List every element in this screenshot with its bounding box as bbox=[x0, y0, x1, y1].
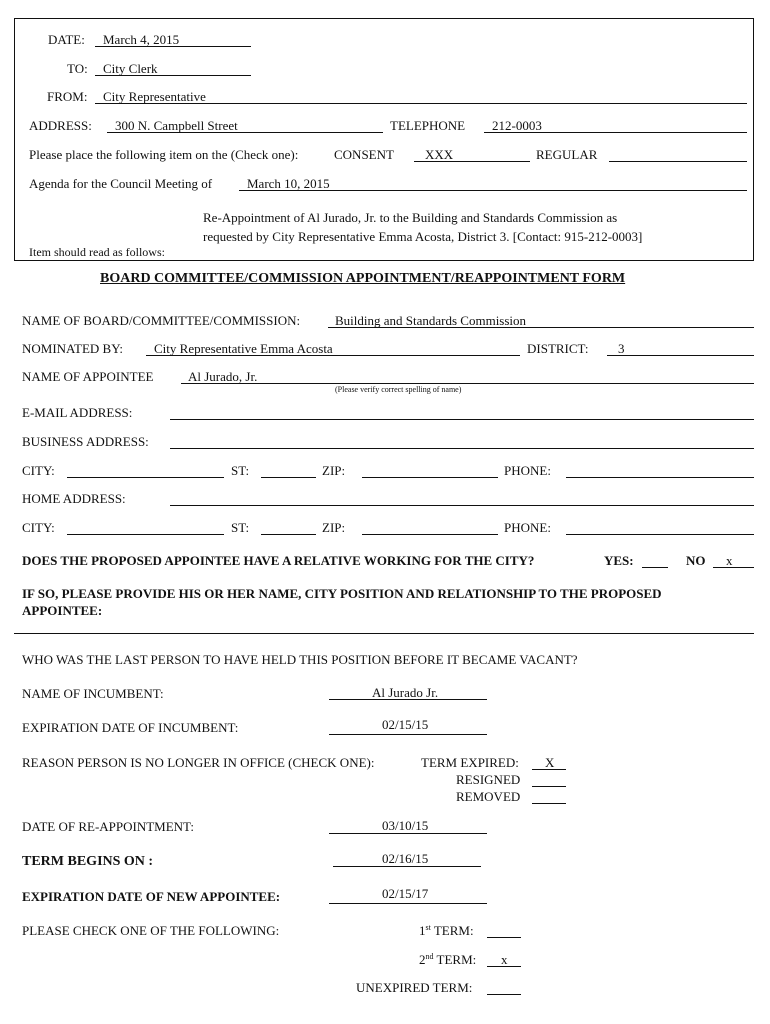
incumbent-exp-field[interactable] bbox=[329, 734, 487, 735]
second-term-number: 2 bbox=[419, 952, 426, 967]
home-phone-field[interactable] bbox=[566, 534, 754, 535]
check-one-label: PLEASE CHECK ONE OF THE FOLLOWING: bbox=[22, 923, 280, 938]
new-exp-field[interactable] bbox=[329, 903, 487, 904]
second-term-value: x bbox=[501, 952, 508, 967]
unexpired-label: UNEXPIRED TERM: bbox=[356, 980, 473, 995]
resigned-field[interactable] bbox=[532, 786, 566, 787]
email-label: E-MAIL ADDRESS: bbox=[22, 405, 133, 420]
appointee-value: Al Jurado, Jr. bbox=[188, 369, 258, 384]
first-term-label bbox=[419, 923, 474, 938]
resigned-label: RESIGNED bbox=[456, 772, 521, 787]
removed-label: REMOVED bbox=[456, 789, 521, 804]
first-term-number: 1 bbox=[419, 923, 426, 938]
home-address-label: HOME ADDRESS: bbox=[22, 491, 126, 506]
home-address-field[interactable] bbox=[170, 505, 754, 506]
term-begins-field[interactable] bbox=[333, 866, 481, 867]
if-so-line2: APPOINTEE: bbox=[22, 603, 103, 618]
first-term-text: TERM: bbox=[430, 923, 474, 938]
business-st-label: ST: bbox=[231, 463, 250, 478]
term-begins-label: TERM BEGINS ON : bbox=[22, 854, 154, 869]
new-exp-label: EXPIRATION DATE OF NEW APPOINTEE: bbox=[22, 889, 281, 904]
no-label: NO bbox=[686, 553, 706, 568]
item-label: Item should read as follows: bbox=[29, 245, 165, 259]
business-st-field[interactable] bbox=[261, 477, 316, 478]
yes-label: YES: bbox=[604, 553, 634, 568]
telephone-value: 212-0003 bbox=[492, 118, 542, 133]
home-city-label: CITY: bbox=[22, 520, 55, 535]
to-label: TO: bbox=[67, 61, 88, 76]
business-phone-field[interactable] bbox=[566, 477, 754, 478]
home-st-label: ST: bbox=[231, 520, 250, 535]
business-city-field[interactable] bbox=[67, 477, 224, 478]
regular-label: REGULAR bbox=[536, 147, 598, 162]
incumbent-value: Al Jurado Jr. bbox=[372, 685, 439, 700]
appointee-label: NAME OF APPOINTEE bbox=[22, 369, 154, 384]
item-text-line2: requested by City Representative Emma Acosta, District 3. [Contact: 915-212-0003] bbox=[203, 229, 643, 244]
board-value: Building and Standards Commission bbox=[335, 313, 527, 328]
telephone-label: TELEPHONE bbox=[390, 118, 466, 133]
term-expired-value: X bbox=[545, 755, 555, 770]
second-term-ordinal: nd bbox=[425, 952, 434, 961]
new-exp-value: 02/15/17 bbox=[382, 886, 429, 901]
business-phone-label: PHONE: bbox=[504, 463, 551, 478]
business-city-label: CITY: bbox=[22, 463, 55, 478]
relative-question: DOES THE PROPOSED APPOINTEE HAVE A RELATIVE WORKING FOR THE CITY? bbox=[22, 553, 535, 568]
unexpired-field[interactable] bbox=[487, 994, 521, 995]
district-field[interactable] bbox=[607, 355, 754, 356]
yes-field[interactable] bbox=[642, 567, 668, 568]
appointee-note: (Please verify correct spelling of name) bbox=[335, 385, 462, 394]
first-term-field[interactable] bbox=[487, 937, 521, 938]
home-city-field[interactable] bbox=[67, 534, 224, 535]
agenda-label: Agenda for the Council Meeting of bbox=[29, 176, 213, 191]
business-address-label: BUSINESS ADDRESS: bbox=[22, 434, 149, 449]
address-value: 300 N. Campbell Street bbox=[115, 118, 238, 133]
home-st-field[interactable] bbox=[261, 534, 316, 535]
check-prompt: Please place the following item on the (Check one): bbox=[29, 147, 299, 162]
consent-value: XXX bbox=[425, 147, 454, 162]
term-begins-value: 02/16/15 bbox=[382, 851, 429, 866]
term-expired-label: TERM EXPIRED: bbox=[421, 755, 519, 770]
board-label: NAME OF BOARD/COMMITTEE/COMMISSION: bbox=[22, 313, 301, 328]
from-value: City Representative bbox=[103, 89, 206, 104]
removed-field[interactable] bbox=[532, 803, 566, 804]
home-zip-label: ZIP: bbox=[322, 520, 346, 535]
form-title: BOARD COMMITTEE/COMMISSION APPOINTMENT/REAPPOINTMENT FORM bbox=[100, 271, 626, 286]
to-value: City Clerk bbox=[103, 61, 158, 76]
nominated-value: City Representative Emma Acosta bbox=[154, 341, 333, 356]
last-person-question: WHO WAS THE LAST PERSON TO HAVE HELD THIS POSITION BEFORE IT BECAME VACANT? bbox=[22, 652, 578, 667]
consent-label: CONSENT bbox=[334, 147, 394, 162]
incumbent-exp-label: EXPIRATION DATE OF INCUMBENT: bbox=[22, 720, 239, 735]
reason-label: REASON PERSON IS NO LONGER IN OFFICE (CHECK ONE): bbox=[22, 755, 375, 770]
reappointment-label: DATE OF RE-APPOINTMENT: bbox=[22, 819, 194, 834]
second-term-label bbox=[419, 952, 476, 967]
no-value: x bbox=[726, 553, 733, 568]
date-value: March 4, 2015 bbox=[103, 32, 180, 47]
home-phone-label: PHONE: bbox=[504, 520, 551, 535]
if-so-line1: IF SO, PLEASE PROVIDE HIS OR HER NAME, CITY POSITION AND RELATIONSHIP TO THE PROPOSED bbox=[22, 586, 662, 601]
agenda-value: March 10, 2015 bbox=[247, 176, 330, 191]
from-label: FROM: bbox=[47, 89, 88, 104]
no-field[interactable] bbox=[713, 567, 754, 568]
regular-field[interactable] bbox=[609, 161, 747, 162]
reappointment-value: 03/10/15 bbox=[382, 818, 429, 833]
business-address-field[interactable] bbox=[170, 448, 754, 449]
first-term-ordinal: st bbox=[425, 923, 431, 932]
business-zip-field[interactable] bbox=[362, 477, 498, 478]
second-term-text: TERM: bbox=[433, 952, 477, 967]
nominated-label: NOMINATED BY: bbox=[22, 341, 123, 356]
relative-details-field[interactable] bbox=[14, 633, 754, 634]
incumbent-exp-value: 02/15/15 bbox=[382, 717, 429, 732]
reappointment-field[interactable] bbox=[329, 833, 487, 834]
email-field[interactable] bbox=[170, 419, 754, 420]
business-zip-label: ZIP: bbox=[322, 463, 346, 478]
district-label: DISTRICT: bbox=[527, 341, 589, 356]
address-label: ADDRESS: bbox=[29, 118, 92, 133]
district-value: 3 bbox=[618, 341, 625, 356]
appointee-field[interactable] bbox=[181, 383, 754, 384]
item-text-line1: Re-Appointment of Al Jurado, Jr. to the Building and Standards Commission as bbox=[203, 210, 618, 225]
home-zip-field[interactable] bbox=[362, 534, 498, 535]
incumbent-label: NAME OF INCUMBENT: bbox=[22, 686, 164, 701]
date-label: DATE: bbox=[48, 32, 85, 47]
